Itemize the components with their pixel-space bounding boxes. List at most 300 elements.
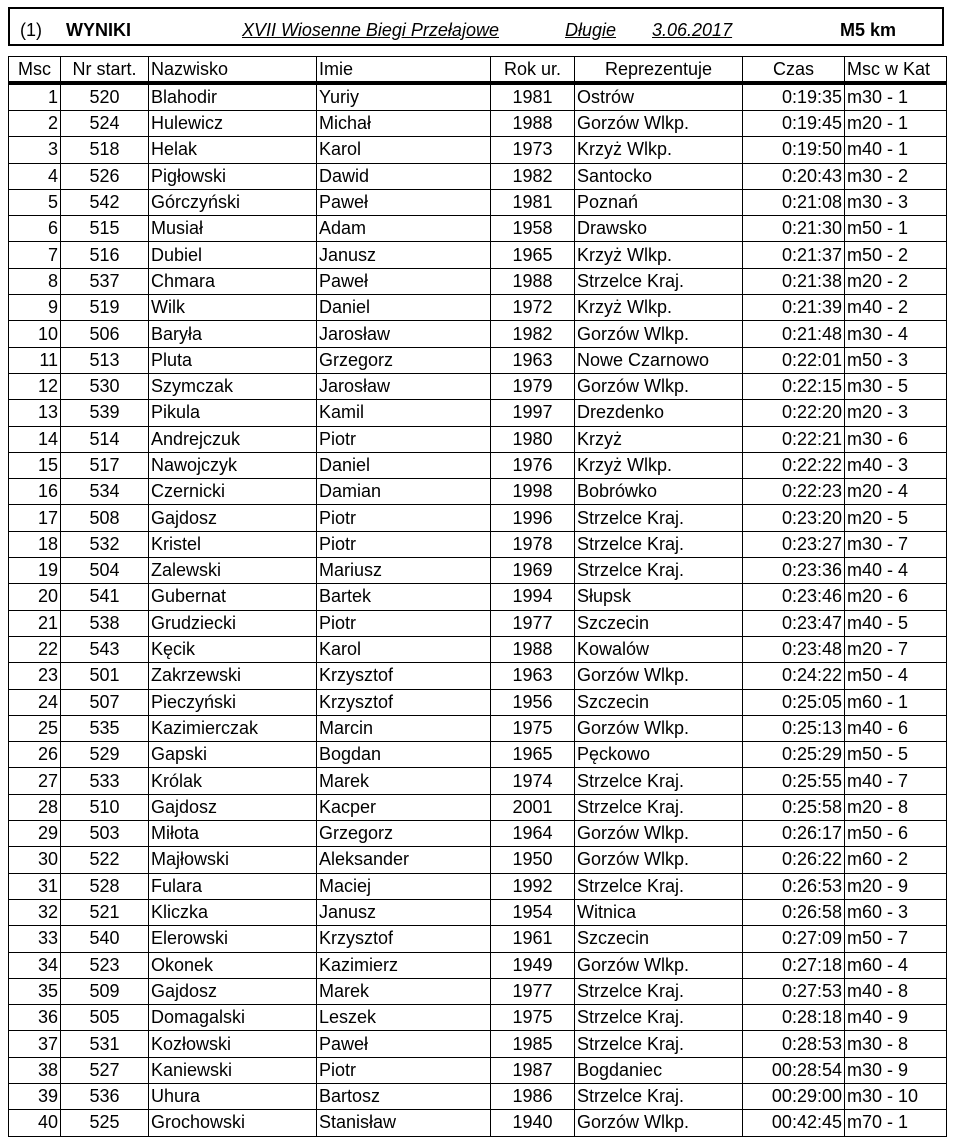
first-name-cell: Kazimierz: [317, 952, 491, 978]
time-cell: 0:25:05: [743, 689, 845, 715]
bib-cell: 542: [61, 189, 149, 215]
surname-cell: Gubernat: [149, 584, 317, 610]
category-place-cell: m60 - 3: [845, 899, 947, 925]
club-cell: Strzelce Kraj.: [575, 531, 743, 557]
bib-cell: 525: [61, 1110, 149, 1136]
time-cell: 0:21:08: [743, 189, 845, 215]
birth-year-cell: 1986: [491, 1083, 575, 1109]
place-cell: 28: [9, 794, 61, 820]
birth-year-cell: 1977: [491, 610, 575, 636]
place-cell: 23: [9, 663, 61, 689]
column-header-time: Czas: [743, 57, 845, 84]
first-name-cell: Bartek: [317, 584, 491, 610]
surname-cell: Dubiel: [149, 242, 317, 268]
first-name-cell: Michał: [317, 111, 491, 137]
place-cell: 18: [9, 531, 61, 557]
first-name-cell: Karol: [317, 636, 491, 662]
bib-cell: 507: [61, 689, 149, 715]
surname-cell: Domagalski: [149, 1005, 317, 1031]
place-cell: 24: [9, 689, 61, 715]
table-row: [9, 689, 947, 715]
birth-year-cell: 1981: [491, 189, 575, 215]
birth-year-cell: 1972: [491, 295, 575, 321]
category-place-cell: m70 - 1: [845, 1110, 947, 1136]
club-cell: Gorzów Wlkp.: [575, 663, 743, 689]
surname-cell: Fulara: [149, 873, 317, 899]
surname-cell: Grudziecki: [149, 610, 317, 636]
birth-year-cell: 1992: [491, 873, 575, 899]
column-header-first-name: Imie: [317, 57, 491, 84]
table-row: [9, 821, 947, 847]
time-cell: 0:25:13: [743, 715, 845, 741]
table-row: [9, 584, 947, 610]
table-row: [9, 636, 947, 662]
event-date: 3.06.2017: [652, 20, 733, 40]
surname-cell: Chmara: [149, 268, 317, 294]
time-cell: 0:19:50: [743, 137, 845, 163]
birth-year-cell: 1940: [491, 1110, 575, 1136]
bib-cell: 520: [61, 83, 149, 111]
place-cell: 35: [9, 978, 61, 1004]
surname-cell: Zakrzewski: [149, 663, 317, 689]
birth-year-cell: 1997: [491, 400, 575, 426]
surname-cell: Pigłowski: [149, 163, 317, 189]
surname-cell: Gajdosz: [149, 505, 317, 531]
time-cell: 00:42:45: [743, 1110, 845, 1136]
category-place-cell: m60 - 2: [845, 847, 947, 873]
bib-cell: 539: [61, 400, 149, 426]
time-cell: 0:27:53: [743, 978, 845, 1004]
club-cell: Gorzów Wlkp.: [575, 847, 743, 873]
category-place-cell: m30 - 7: [845, 531, 947, 557]
place-cell: 6: [9, 216, 61, 242]
birth-year-cell: 1996: [491, 505, 575, 531]
club-cell: Strzelce Kraj.: [575, 1005, 743, 1031]
surname-cell: Miłota: [149, 821, 317, 847]
category-place-cell: m30 - 2: [845, 163, 947, 189]
table-row: [9, 610, 947, 636]
place-cell: 1: [9, 83, 61, 111]
bib-cell: 505: [61, 1005, 149, 1031]
column-header-place: Msc: [9, 57, 61, 84]
club-cell: Gorzów Wlkp.: [575, 373, 743, 399]
time-cell: 0:21:37: [743, 242, 845, 268]
club-cell: Krzyż Wlkp.: [575, 452, 743, 478]
birth-year-cell: 1976: [491, 452, 575, 478]
place-cell: 12: [9, 373, 61, 399]
category-place-cell: m30 - 6: [845, 426, 947, 452]
bib-cell: 528: [61, 873, 149, 899]
bib-cell: 533: [61, 768, 149, 794]
birth-year-cell: 1978: [491, 531, 575, 557]
club-cell: Strzelce Kraj.: [575, 505, 743, 531]
category-place-cell: m30 - 9: [845, 1057, 947, 1083]
table-row: [9, 189, 947, 215]
birth-year-cell: 1958: [491, 216, 575, 242]
place-cell: 7: [9, 242, 61, 268]
club-cell: Bogdaniec: [575, 1057, 743, 1083]
time-cell: 0:27:18: [743, 952, 845, 978]
category-place-cell: m30 - 1: [845, 83, 947, 111]
category-place-cell: m50 - 7: [845, 926, 947, 952]
birth-year-cell: 1988: [491, 636, 575, 662]
bib-cell: 501: [61, 663, 149, 689]
surname-cell: Gapski: [149, 742, 317, 768]
bib-cell: 527: [61, 1057, 149, 1083]
time-cell: 00:28:54: [743, 1057, 845, 1083]
place-cell: 3: [9, 137, 61, 163]
category-place-cell: m40 - 3: [845, 452, 947, 478]
first-name-cell: Piotr: [317, 505, 491, 531]
birth-year-cell: 1988: [491, 268, 575, 294]
time-cell: 0:22:21: [743, 426, 845, 452]
club-cell: Gorzów Wlkp.: [575, 1110, 743, 1136]
club-cell: Strzelce Kraj.: [575, 768, 743, 794]
place-cell: 27: [9, 768, 61, 794]
place-cell: 22: [9, 636, 61, 662]
table-row: [9, 295, 947, 321]
category-place-cell: m50 - 4: [845, 663, 947, 689]
surname-cell: Zalewski: [149, 558, 317, 584]
first-name-cell: Krzysztof: [317, 689, 491, 715]
table-row: [9, 400, 947, 426]
category-place-cell: m50 - 5: [845, 742, 947, 768]
category-place-cell: m20 - 6: [845, 584, 947, 610]
time-cell: 0:28:18: [743, 1005, 845, 1031]
first-name-cell: Aleksander: [317, 847, 491, 873]
club-cell: Strzelce Kraj.: [575, 978, 743, 1004]
surname-cell: Baryła: [149, 321, 317, 347]
bib-cell: 521: [61, 899, 149, 925]
birth-year-cell: 1987: [491, 1057, 575, 1083]
birth-year-cell: 1982: [491, 321, 575, 347]
first-name-cell: Dawid: [317, 163, 491, 189]
bib-cell: 524: [61, 111, 149, 137]
place-cell: 30: [9, 847, 61, 873]
birth-year-cell: 1961: [491, 926, 575, 952]
first-name-cell: Leszek: [317, 1005, 491, 1031]
category-place-cell: m40 - 8: [845, 978, 947, 1004]
first-name-cell: Damian: [317, 479, 491, 505]
first-name-cell: Bogdan: [317, 742, 491, 768]
place-cell: 33: [9, 926, 61, 952]
table-row: [9, 899, 947, 925]
category-place-cell: m50 - 1: [845, 216, 947, 242]
category-place-cell: m20 - 7: [845, 636, 947, 662]
surname-cell: Gajdosz: [149, 794, 317, 820]
birth-year-cell: 1977: [491, 978, 575, 1004]
category-place-cell: m20 - 2: [845, 268, 947, 294]
surname-cell: Gajdosz: [149, 978, 317, 1004]
first-name-cell: Grzegorz: [317, 347, 491, 373]
birth-year-cell: 1965: [491, 742, 575, 768]
surname-cell: Kliczka: [149, 899, 317, 925]
table-row: [9, 978, 947, 1004]
birth-year-cell: 1988: [491, 111, 575, 137]
time-cell: 0:25:55: [743, 768, 845, 794]
place-cell: 29: [9, 821, 61, 847]
surname-cell: Majłowski: [149, 847, 317, 873]
table-row: [9, 1031, 947, 1057]
surname-cell: Pluta: [149, 347, 317, 373]
first-name-cell: Paweł: [317, 1031, 491, 1057]
first-name-cell: Bartosz: [317, 1083, 491, 1109]
bib-cell: 517: [61, 452, 149, 478]
surname-cell: Nawojczyk: [149, 452, 317, 478]
table-row: [9, 83, 947, 111]
place-cell: 10: [9, 321, 61, 347]
time-cell: 0:22:15: [743, 373, 845, 399]
club-cell: Witnica: [575, 899, 743, 925]
table-row: [9, 268, 947, 294]
table-row: [9, 926, 947, 952]
place-cell: 39: [9, 1083, 61, 1109]
first-name-cell: Maciej: [317, 873, 491, 899]
place-cell: 25: [9, 715, 61, 741]
surname-cell: Uhura: [149, 1083, 317, 1109]
club-cell: Strzelce Kraj.: [575, 268, 743, 294]
first-name-cell: Daniel: [317, 295, 491, 321]
club-cell: Krzyż Wlkp.: [575, 295, 743, 321]
bib-cell: 506: [61, 321, 149, 347]
club-cell: Szczecin: [575, 610, 743, 636]
time-cell: 0:22:22: [743, 452, 845, 478]
results-heading: WYNIKI: [66, 20, 131, 40]
surname-cell: Hulewicz: [149, 111, 317, 137]
bib-cell: 529: [61, 742, 149, 768]
surname-cell: Elerowski: [149, 926, 317, 952]
category-place-cell: m20 - 1: [845, 111, 947, 137]
category-place-cell: m20 - 4: [845, 479, 947, 505]
table-row: [9, 216, 947, 242]
birth-year-cell: 2001: [491, 794, 575, 820]
column-header-surname: Nazwisko: [149, 57, 317, 84]
time-cell: 0:21:30: [743, 216, 845, 242]
bib-cell: 537: [61, 268, 149, 294]
first-name-cell: Grzegorz: [317, 821, 491, 847]
category-place-cell: m40 - 7: [845, 768, 947, 794]
surname-cell: Grochowski: [149, 1110, 317, 1136]
bib-cell: 534: [61, 479, 149, 505]
table-row: [9, 1110, 947, 1136]
birth-year-cell: 1974: [491, 768, 575, 794]
place-cell: 37: [9, 1031, 61, 1057]
surname-cell: Kozłowski: [149, 1031, 317, 1057]
place-cell: 13: [9, 400, 61, 426]
place-cell: 4: [9, 163, 61, 189]
time-cell: 0:28:53: [743, 1031, 845, 1057]
first-name-cell: Krzysztof: [317, 663, 491, 689]
category-place-cell: m20 - 3: [845, 400, 947, 426]
time-cell: 0:21:39: [743, 295, 845, 321]
time-cell: 0:26:17: [743, 821, 845, 847]
table-row: [9, 847, 947, 873]
time-cell: 0:26:58: [743, 899, 845, 925]
club-cell: Krzyż Wlkp.: [575, 242, 743, 268]
category-place-cell: m30 - 4: [845, 321, 947, 347]
surname-cell: Górczyński: [149, 189, 317, 215]
category-place-cell: m40 - 2: [845, 295, 947, 321]
time-cell: 0:22:23: [743, 479, 845, 505]
club-cell: Ostrów: [575, 83, 743, 111]
bib-cell: 522: [61, 847, 149, 873]
birth-year-cell: 1956: [491, 689, 575, 715]
bib-cell: 540: [61, 926, 149, 952]
birth-year-cell: 1979: [491, 373, 575, 399]
bib-cell: 510: [61, 794, 149, 820]
time-cell: 0:24:22: [743, 663, 845, 689]
time-cell: 0:23:46: [743, 584, 845, 610]
club-cell: Szczecin: [575, 926, 743, 952]
time-cell: 0:26:53: [743, 873, 845, 899]
place-cell: 34: [9, 952, 61, 978]
time-cell: 0:19:35: [743, 83, 845, 111]
table-row: [9, 452, 947, 478]
table-row: [9, 426, 947, 452]
first-name-cell: Kacper: [317, 794, 491, 820]
bib-cell: 538: [61, 610, 149, 636]
birth-year-cell: 1981: [491, 83, 575, 111]
surname-cell: Królak: [149, 768, 317, 794]
first-name-cell: Stanisław: [317, 1110, 491, 1136]
table-row: [9, 663, 947, 689]
bib-cell: 530: [61, 373, 149, 399]
club-cell: Strzelce Kraj.: [575, 558, 743, 584]
time-cell: 0:25:29: [743, 742, 845, 768]
place-cell: 5: [9, 189, 61, 215]
category-place-cell: m40 - 9: [845, 1005, 947, 1031]
category-place-cell: m50 - 3: [845, 347, 947, 373]
table-row: [9, 1005, 947, 1031]
club-cell: Drawsko: [575, 216, 743, 242]
club-cell: Nowe Czarnowo: [575, 347, 743, 373]
birth-year-cell: 1949: [491, 952, 575, 978]
first-name-cell: Adam: [317, 216, 491, 242]
table-row: [9, 873, 947, 899]
birth-year-cell: 1954: [491, 899, 575, 925]
club-cell: Strzelce Kraj.: [575, 873, 743, 899]
place-cell: 9: [9, 295, 61, 321]
club-cell: Szczecin: [575, 689, 743, 715]
column-header-bib: Nr start.: [61, 57, 149, 84]
place-cell: 17: [9, 505, 61, 531]
results-body: [9, 83, 947, 1136]
time-cell: 0:23:47: [743, 610, 845, 636]
bib-cell: 541: [61, 584, 149, 610]
column-header-category-place: Msc w Kat: [845, 57, 947, 84]
table-row: [9, 768, 947, 794]
first-name-cell: Marek: [317, 768, 491, 794]
place-cell: 20: [9, 584, 61, 610]
time-cell: 0:22:01: [743, 347, 845, 373]
table-header-row: [9, 57, 947, 84]
first-name-cell: Krzysztof: [317, 926, 491, 952]
table-row: [9, 373, 947, 399]
bib-cell: 503: [61, 821, 149, 847]
time-cell: 0:27:09: [743, 926, 845, 952]
birth-year-cell: 1975: [491, 715, 575, 741]
surname-cell: Wilk: [149, 295, 317, 321]
table-row: [9, 111, 947, 137]
bib-cell: 504: [61, 558, 149, 584]
column-header-birth-year: Rok ur.: [491, 57, 575, 84]
table-row: [9, 163, 947, 189]
surname-cell: Andrejczuk: [149, 426, 317, 452]
first-name-cell: Jarosław: [317, 321, 491, 347]
club-cell: Gorzów Wlkp.: [575, 321, 743, 347]
bib-cell: 516: [61, 242, 149, 268]
time-cell: 0:26:22: [743, 847, 845, 873]
table-row: [9, 952, 947, 978]
club-cell: Krzyż: [575, 426, 743, 452]
bib-cell: 536: [61, 1083, 149, 1109]
club-cell: Strzelce Kraj.: [575, 794, 743, 820]
bib-cell: 508: [61, 505, 149, 531]
bib-cell: 531: [61, 1031, 149, 1057]
club-cell: Gorzów Wlkp.: [575, 952, 743, 978]
table-row: [9, 347, 947, 373]
club-cell: Drezdenko: [575, 400, 743, 426]
table-row: [9, 715, 947, 741]
birth-year-cell: 1998: [491, 479, 575, 505]
club-cell: Gorzów Wlkp.: [575, 821, 743, 847]
table-row: [9, 531, 947, 557]
birth-year-cell: 1982: [491, 163, 575, 189]
place-cell: 31: [9, 873, 61, 899]
birth-year-cell: 1994: [491, 584, 575, 610]
birth-year-cell: 1964: [491, 821, 575, 847]
category-place-cell: m30 - 5: [845, 373, 947, 399]
first-name-cell: Jarosław: [317, 373, 491, 399]
event-name: XVII Wiosenne Biegi Przełajowe: [242, 20, 499, 40]
place-cell: 11: [9, 347, 61, 373]
first-name-cell: Piotr: [317, 610, 491, 636]
place-cell: 15: [9, 452, 61, 478]
results-table: [8, 56, 947, 1137]
category-place-cell: m60 - 4: [845, 952, 947, 978]
club-cell: Poznań: [575, 189, 743, 215]
club-cell: Strzelce Kraj.: [575, 1083, 743, 1109]
surname-cell: Szymczak: [149, 373, 317, 399]
first-name-cell: Marcin: [317, 715, 491, 741]
table-row: [9, 505, 947, 531]
category-place-cell: m20 - 9: [845, 873, 947, 899]
bib-cell: 514: [61, 426, 149, 452]
first-name-cell: Paweł: [317, 189, 491, 215]
category-label: M5 km: [840, 20, 897, 40]
table-row: [9, 1057, 947, 1083]
place-cell: 21: [9, 610, 61, 636]
place-cell: 26: [9, 742, 61, 768]
birth-year-cell: 1963: [491, 347, 575, 373]
surname-cell: Kazimierczak: [149, 715, 317, 741]
bib-cell: 515: [61, 216, 149, 242]
place-cell: 40: [9, 1110, 61, 1136]
first-name-cell: Piotr: [317, 1057, 491, 1083]
category-place-cell: m30 - 8: [845, 1031, 947, 1057]
time-cell: 0:23:48: [743, 636, 845, 662]
first-name-cell: Piotr: [317, 426, 491, 452]
category-place-cell: m20 - 8: [845, 794, 947, 820]
time-cell: 0:19:45: [743, 111, 845, 137]
surname-cell: Pieczyński: [149, 689, 317, 715]
birth-year-cell: 1975: [491, 1005, 575, 1031]
club-cell: Pęckowo: [575, 742, 743, 768]
club-cell: Bobrówko: [575, 479, 743, 505]
column-header-club: Reprezentuje: [575, 57, 743, 84]
first-name-cell: Janusz: [317, 242, 491, 268]
first-name-cell: Daniel: [317, 452, 491, 478]
